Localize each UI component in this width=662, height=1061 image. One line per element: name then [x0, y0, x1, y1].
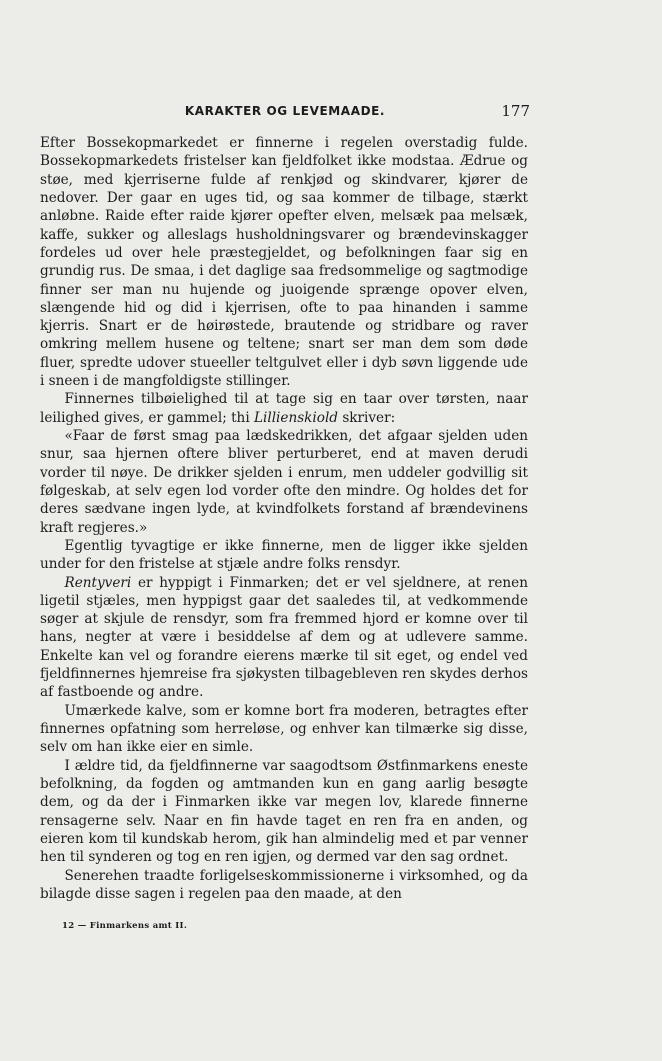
text-run: skriver:	[338, 409, 396, 426]
text-run: Umærkede kalve, som er komne bort fra moderen, betragtes efter finnernes opfatning som herreløse, og enhver kan tilmærke sig disse, selv om han ikke eier en simle.	[40, 702, 528, 756]
paragraph	[40, 390, 528, 427]
paragraph	[40, 574, 528, 702]
text-run: I ældre tid, da fjeldfinnerne var saagodtsom Østfinmarkens eneste befolkning, da fogden og amtmanden kun en gang aarlig besøgte dem, og da der i Finmarken ikke var megen lov, klarede finnerne rensagerne selv. Naar en fin havde taget en ren fra en anden, og eieren kom til kundskab herom, gik han almindelig med et par venner hen til synderen og tog en ren igjen, og dermed var den sag ordnet.	[40, 757, 528, 866]
body-text	[40, 134, 528, 903]
paragraph	[40, 702, 528, 757]
paragraph	[40, 134, 528, 390]
text-run: Efter Bossekopmarkedet er finnerne i regelen overstadig fulde. Bossekopmarkedets fristelser kan fjeldfolket ikke modstaa. Ædrue og støe, med kjerriserne fulde af renkjød og skindvarer, kjører de nedover. Der gaar en uges tid, og saa kommer de tilbage, stærkt anløbne. Raide efter raide kjører opefter elven, melsæk paa melsæk, kaffe, sukker og alleslags husholdningsvarer og brændevinskagger fordeles ud over hele præstegjeldet, og befolkningen faar sig en grundig rus. De smaa, i det daglige saa fredsommelige og sagtmodige finner ser man nu hujende og juoigende sprænge opover elven, slængende hid og did i kjerrisen, ofte to paa hinanden i samme kjerris. Snart er de høirøstede, brautende og stridbare og raver omkring mellem husene og teltene; snart ser man dem som døde fluer, spredte udover stueeller teltgulvet eller i dyb søvn liggende ude i sneen i de mangfoldigste stillinger.	[40, 135, 528, 390]
running-header	[40, 102, 530, 122]
text-run: Finnernes tilbøielighed til at tage sig en taar over tørsten, naar leilighed gives, er gammel; thi	[40, 391, 528, 426]
italic-term: Rentyveri	[64, 574, 132, 591]
page-number: 177	[501, 102, 530, 120]
text-run: er hyppigt i Finmarken; det er vel sjeldnere, at renen ligetil stjæles, men hyppigst gaar det saaledes til, at vedkommende søger at skjule de rensdyr, som fra fremmed hjord er komne over til hans, negter at være i besiddelse af dem og at udlevere samme. Enkelte kan vel og forandre eierens mærke til sit eget, og endel ved fjeldfinnernes hjemreise fra sjøkysten tilbagebleven ren skydes derhos af fastboende og andre.	[40, 574, 528, 701]
running-title: KARAKTER OG LEVEMAADE.	[184, 104, 386, 118]
paragraph	[40, 427, 528, 537]
italic-term: Lillienskiold	[253, 409, 338, 426]
text-run: Egentlig tyvagtige er ikke finnerne, men de ligger ikke sjelden under for den fristelse at stjæle andre folks rensdyr.	[40, 537, 528, 573]
text-run: «Faar de først smag paa lædskedrikken, det afgaar sjelden uden snur, saa hjernen oftere bliver perturberet, end at maven derudi vorder til nøye. De drikker sjelden i enrum, men uddeler godvillig sit følgeskab, at selv egen lod vorder ofte den mindre. Og holdes det for deres sædvane ingen lyde, at kvindfolkets forstand af brændevinens kraft regjeres.»	[40, 428, 528, 536]
paragraph	[40, 537, 528, 574]
paragraph	[40, 757, 528, 867]
text-run: Senerehen traadte forligelseskommissionerne i virksomhed, og da bilagde disse sagen i regelen paa den maade, at den	[40, 867, 528, 902]
printer-signature: 12 — Finmarkens amt II.	[62, 921, 188, 931]
paragraph	[40, 867, 528, 904]
